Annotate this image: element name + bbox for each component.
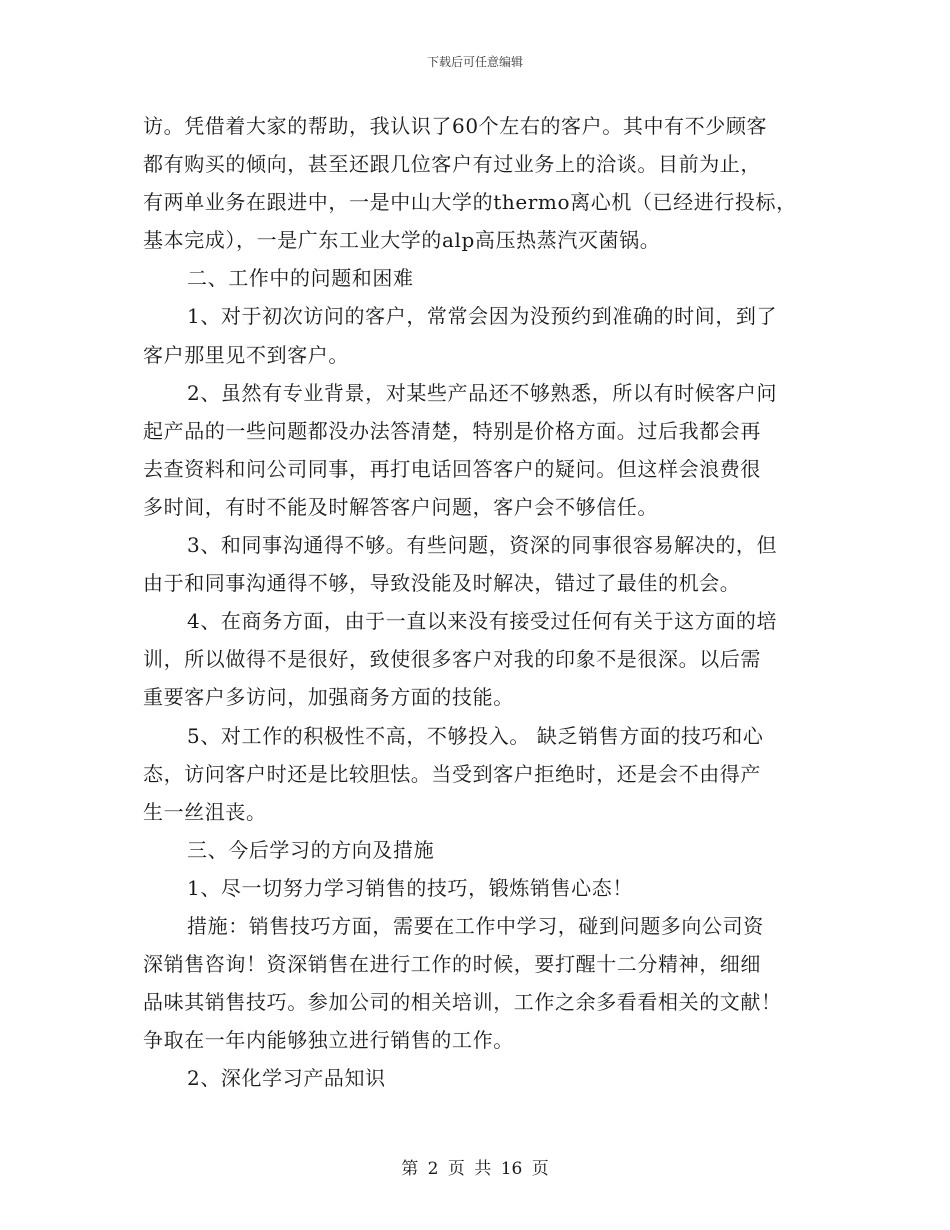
text-line: 训，所以做得不是很好，致使很多客户对我的印象不是很深。以后需 — [143, 647, 761, 672]
text-line: 4、在商务方面，由于一直以来没有接受过任何有关于这方面的培 — [187, 609, 778, 634]
text-line: 三、今后学习的方向及措施 — [187, 837, 435, 862]
text-line: 2、深化学习产品知识 — [187, 1066, 386, 1091]
text-line: 态，访问客户时还是比较胆怯。当受到客户拒绝时，还是会不由得产 — [143, 761, 761, 786]
text-line: 都有购买的倾向，甚至还跟几位客户有过业务上的洽谈。目前为止， — [143, 152, 761, 177]
text-line: 由于和同事沟通得不够，导致没能及时解决，错过了最佳的机会。 — [143, 571, 741, 596]
text-line: 有两单业务在跟进中，一是中山大学的thermo离心机（已经进行投标， — [143, 190, 797, 215]
text-line: 品味其销售技巧。参加公司的相关培训，工作之余多看看相关的文献！ — [143, 990, 782, 1015]
text-line: 重要客户多访问，加强商务方面的技能。 — [143, 685, 514, 710]
text-line: 1、对于初次访问的客户，常常会因为没预约到准确的时间，到了 — [187, 304, 778, 329]
text-line: 客户那里见不到客户。 — [143, 342, 349, 367]
text-line: 基本完成），一是广东工业大学的alp高压热蒸汽灭菌锅。 — [143, 228, 661, 253]
page-footer: 第 2 页 共 16 页 — [401, 1159, 549, 1179]
text-line: 2、虽然有专业背景，对某些产品还不够熟悉，所以有时候客户问 — [187, 380, 778, 405]
text-line: 访。凭借着大家的帮助，我认识了60个左右的客户。其中有不少顾客 — [143, 114, 768, 138]
text-line: 多时间，有时不能及时解答客户问题，客户会不够信任。 — [143, 494, 658, 519]
text-line: 争取在一年内能够独立进行销售的工作。 — [143, 1028, 514, 1053]
text-line: 去查资料和问公司同事，再打电话回答客户的疑问。但这样会浪费很 — [143, 456, 761, 481]
text-line: 措施：销售技巧方面，需要在工作中学习，碰到问题多向公司资 — [187, 913, 764, 938]
text-line: 深销售咨询！资深销售在进行工作的时候，要打醒十二分精神，细细 — [143, 952, 761, 977]
text-line: 3、和同事沟通得不够。有些问题，资深的同事很容易解决的，但 — [187, 533, 778, 558]
text-line: 起产品的一些问题都没办法答清楚，特别是价格方面。过后我都会再 — [143, 418, 761, 443]
page-header: 下载后可任意编辑 — [426, 55, 523, 69]
text-line: 1、尽一切努力学习销售的技巧，锻炼销售心态！ — [187, 875, 633, 900]
text-line: 5、对工作的积极性不高，不够投入。 缺乏销售方面的技巧和心 — [187, 723, 764, 748]
text-line: 生一丝沮丧。 — [143, 799, 267, 824]
text-line: 二、工作中的问题和困难 — [187, 266, 414, 291]
document-body — [143, 107, 813, 1097]
